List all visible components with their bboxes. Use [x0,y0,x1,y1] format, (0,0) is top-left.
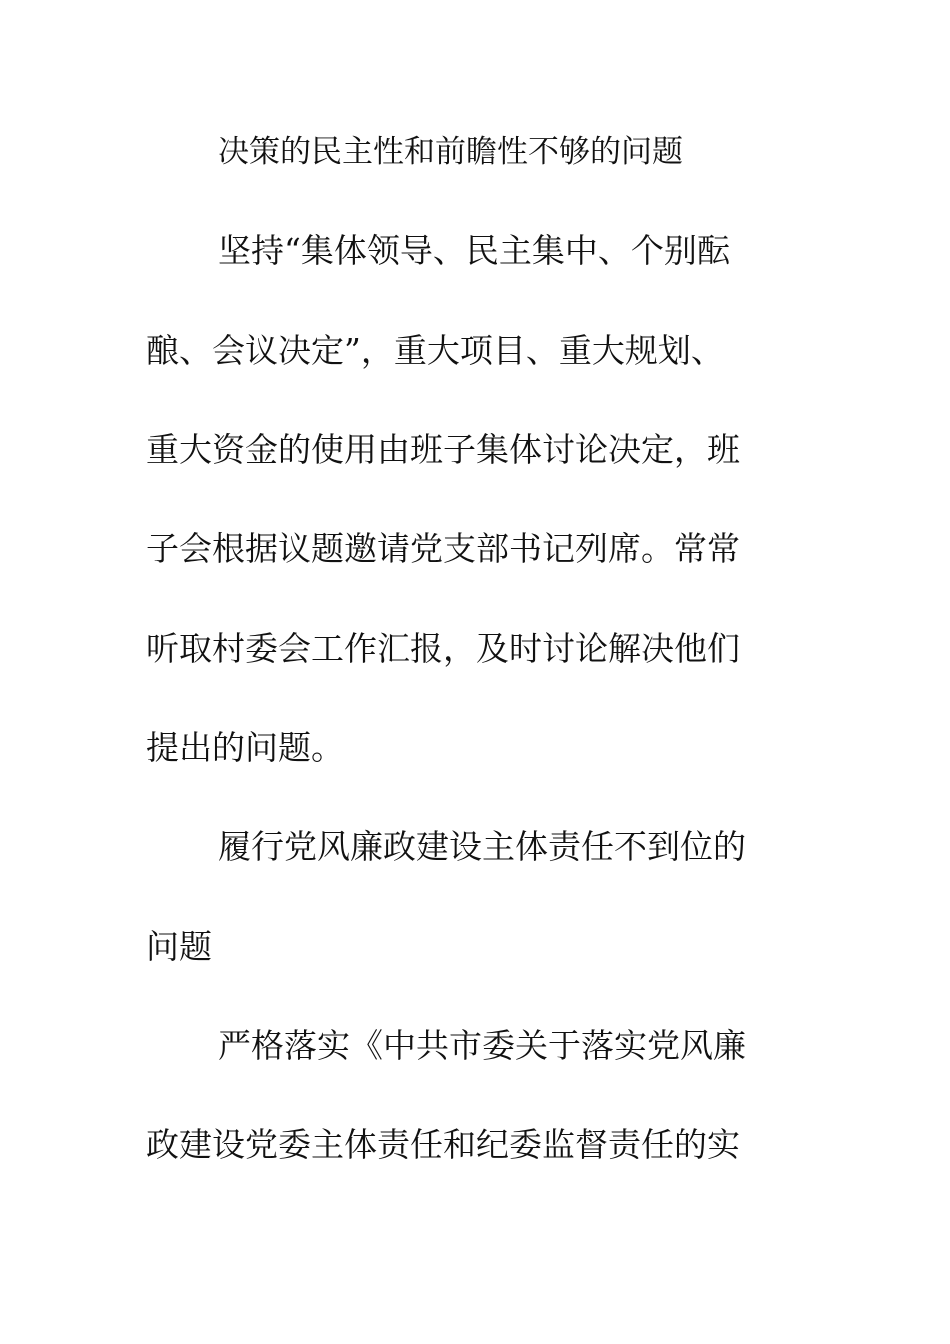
paragraph-line: 听取村委会工作汇报，及时讨论解决他们 [146,629,740,668]
paragraph-line: 酿、会议决定”，重大项目、重大规划、 [146,331,724,370]
paragraph-line: 坚持“集体领导、民主集中、个别酝 [218,231,730,270]
paragraph-line: 子会根据议题邀请党支部书记列席。常常 [146,529,740,568]
section-heading-2-continued: 问题 [146,927,212,966]
paragraph-line: 提出的问题。 [146,728,344,767]
paragraph-line: 政建设党委主体责任和纪委监督责任的实 [146,1125,740,1164]
section-heading-2: 履行党风廉政建设主体责任不到位的 [218,827,746,866]
paragraph-line: 严格落实《中共市委关于落实党风廉 [218,1026,746,1065]
paragraph-line: 重大资金的使用由班子集体讨论决定，班 [146,430,740,469]
section-heading-1: 决策的民主性和前瞻性不够的问题 [218,134,683,170]
